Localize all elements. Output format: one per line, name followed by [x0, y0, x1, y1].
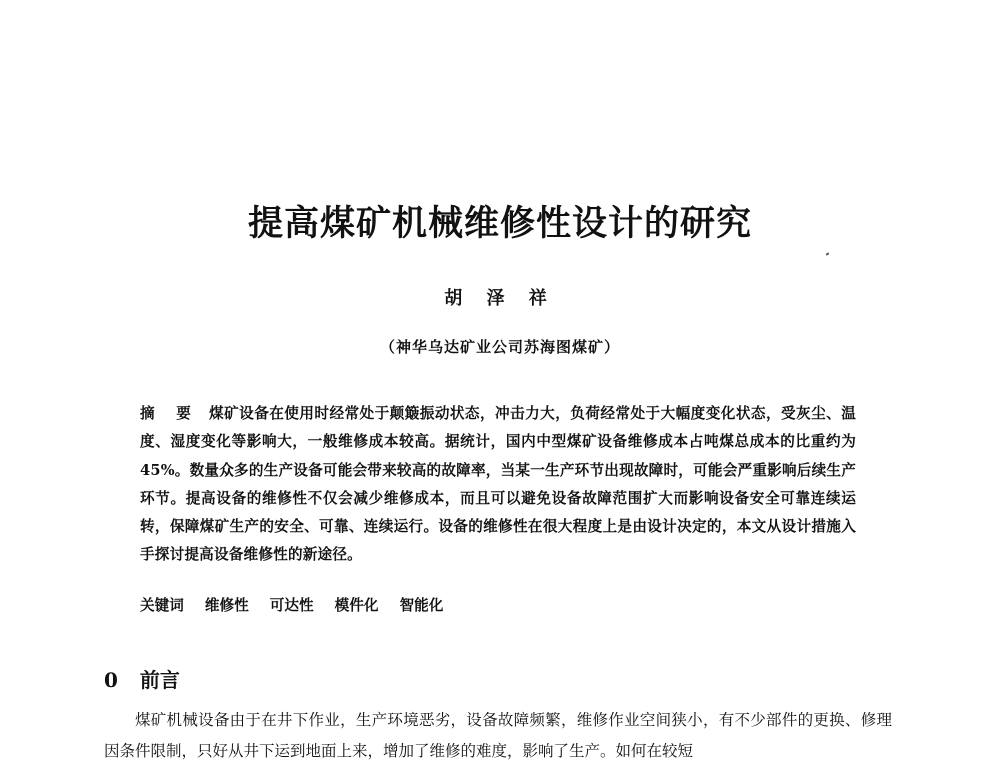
section-title: 前言: [139, 668, 180, 692]
scan-speck: [826, 252, 830, 255]
abstract-text: 煤矿设备在使用时经常处于颠簸振动状态，冲击力大，负荷经常处于大幅度变化状态，受灰尘、温度、湿度变化等影响大，一般维修成本较高。据统计，国内中型煤矿设备维修成本占吨煤总成本的比重约为 45%。数量众多的生产设备可能会带来较高的故障率，当某一生产环节出现故障时，可能会严重影响后续生产环节。提高设备的维修性不仅会减少维修成本，而且可以避免设备故障范围扩大而影响设备安全可靠连续运转，保障煤矿生产的安全、可靠、连续运行。设备的维修性在很大程度上是由设计决定的，本文从设计措施入手探讨提高设备维修性的新途径。: [140, 405, 856, 564]
keywords-line: [140, 594, 459, 615]
keyword-item: 维修性: [204, 597, 249, 614]
section-heading: [104, 664, 180, 693]
keywords-label: 关键词: [140, 597, 184, 614]
paper-title: 提高煤矿机械维修性设计的研究: [247, 203, 752, 244]
keyword-item: 智能化: [399, 597, 444, 614]
section-number: 0: [104, 668, 118, 692]
keyword-item: 可达性: [269, 597, 314, 614]
keyword-item: 模件化: [334, 597, 379, 614]
body-paragraph: 煤矿机械设备由于在井下作业，生产环境恶劣，设备故障频繁，维修作业空间狭小，有不少部件的更换、修理因条件限制，只好从井下运到地面上来，增加了维修的难度，影响了生产。如何在较短: [104, 711, 892, 760]
abstract-block: [140, 400, 856, 570]
author-name: 胡 泽 祥: [444, 288, 556, 309]
author-affiliation: （神华乌达矿业公司苏海图煤矿）: [379, 338, 620, 356]
abstract-label: 摘 要: [140, 405, 200, 422]
